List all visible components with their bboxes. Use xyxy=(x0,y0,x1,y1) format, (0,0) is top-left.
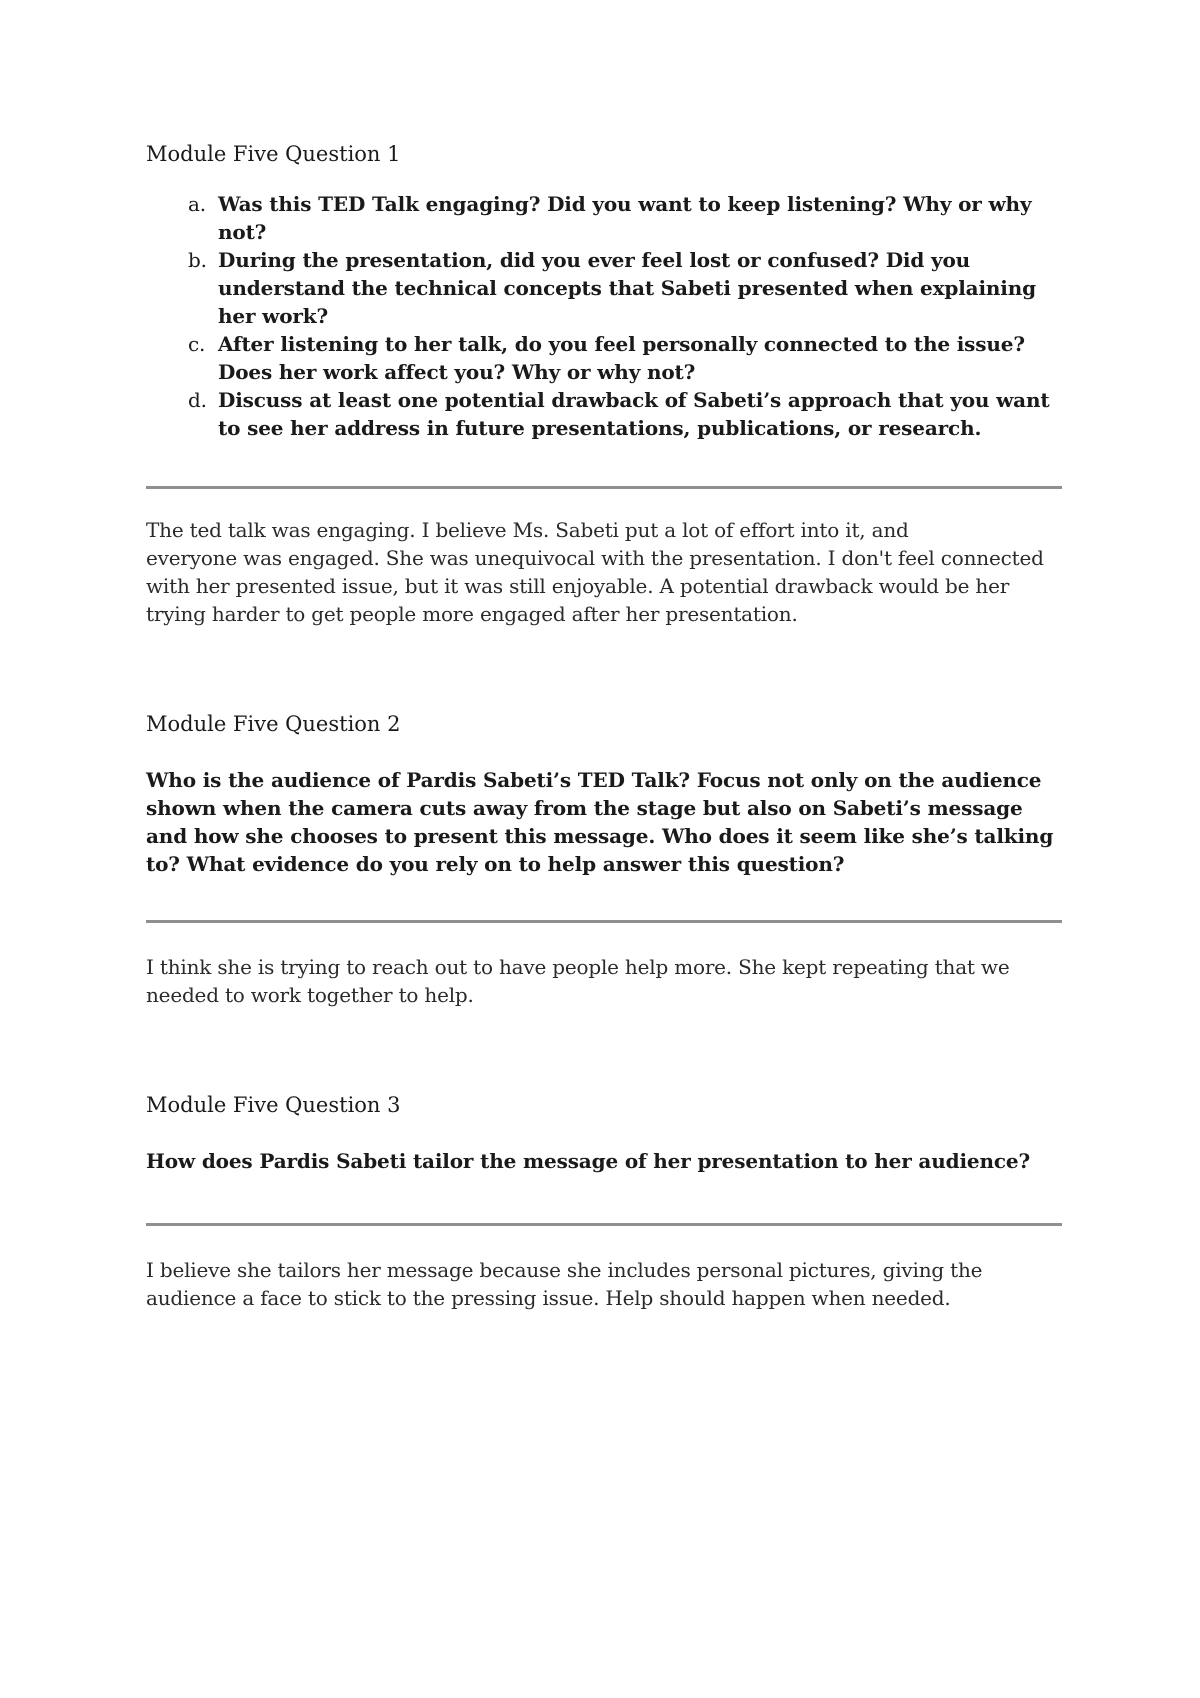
question-1-answer[interactable] xyxy=(146,516,1062,628)
prompt-marker: a. xyxy=(188,192,206,216)
question-3-title: Module Five Question 3 xyxy=(146,1093,401,1117)
prompt-marker: b. xyxy=(188,248,207,272)
prompt-text: Discuss at least one potential drawback of Sabeti’s approach that you want to see her address in future presentations, publications, or research. xyxy=(218,388,1050,440)
question-2-answer[interactable]: I think she is trying to reach out to have people help more. She kept repeating that we needed to work together to help. xyxy=(146,955,1010,1007)
answer-line: The ted talk was engaging. I believe Ms. Sabeti put a lot of effort into it, and xyxy=(146,518,909,542)
question-2-prompt: Who is the audience of Pardis Sabeti’s TED Talk? Focus not only on the audience shown when the camera cuts away from the stage but also on Sabeti’s message and how she chooses to present this message. Who does it seem like she’s talking to? What evidence do you rely on to help answer this question? xyxy=(146,768,1054,876)
answer-divider xyxy=(146,920,1062,923)
answer-divider xyxy=(146,486,1062,489)
prompt-text: During the presentation, did you ever feel lost or confused? Did you understand the technical concepts that Sabeti presented when explaining her work? xyxy=(218,248,1036,328)
prompt-text: Was this TED Talk engaging? Did you want to keep listening? Why or why not? xyxy=(218,192,1032,244)
prompt-text: After listening to her talk, do you feel personally connected to the issue? Does her work affect you? Why or why not? xyxy=(218,332,1025,384)
prompt-item xyxy=(146,246,1062,330)
question-1-section xyxy=(146,140,1062,628)
question-3-section xyxy=(146,1091,1062,1312)
question-3-answer[interactable]: I believe she tailors her message because she includes personal pictures, giving the audience a face to stick to the pressing issue. Help should happen when needed. xyxy=(146,1258,983,1310)
answer-line: everyone was engaged. She was unequivocal with the presentation. I don't feel connected with her presented issue, but it was still enjoyable. A potential drawback would be her trying harder to get people more engaged after her presentation. xyxy=(146,546,1044,626)
prompt-item xyxy=(146,190,1062,246)
prompt-item xyxy=(146,330,1062,386)
prompt-item xyxy=(146,386,1062,442)
prompt-marker: d. xyxy=(188,388,207,412)
answer-divider xyxy=(146,1223,1062,1226)
prompt-marker: c. xyxy=(188,332,206,356)
question-2-section xyxy=(146,710,1062,1009)
document-page xyxy=(146,140,1062,1312)
question-2-title: Module Five Question 2 xyxy=(146,712,401,736)
question-3-prompt: How does Pardis Sabeti tailor the message of her presentation to her audience? xyxy=(146,1149,1031,1173)
question-1-title: Module Five Question 1 xyxy=(146,142,401,166)
question-1-prompts xyxy=(146,190,1062,442)
